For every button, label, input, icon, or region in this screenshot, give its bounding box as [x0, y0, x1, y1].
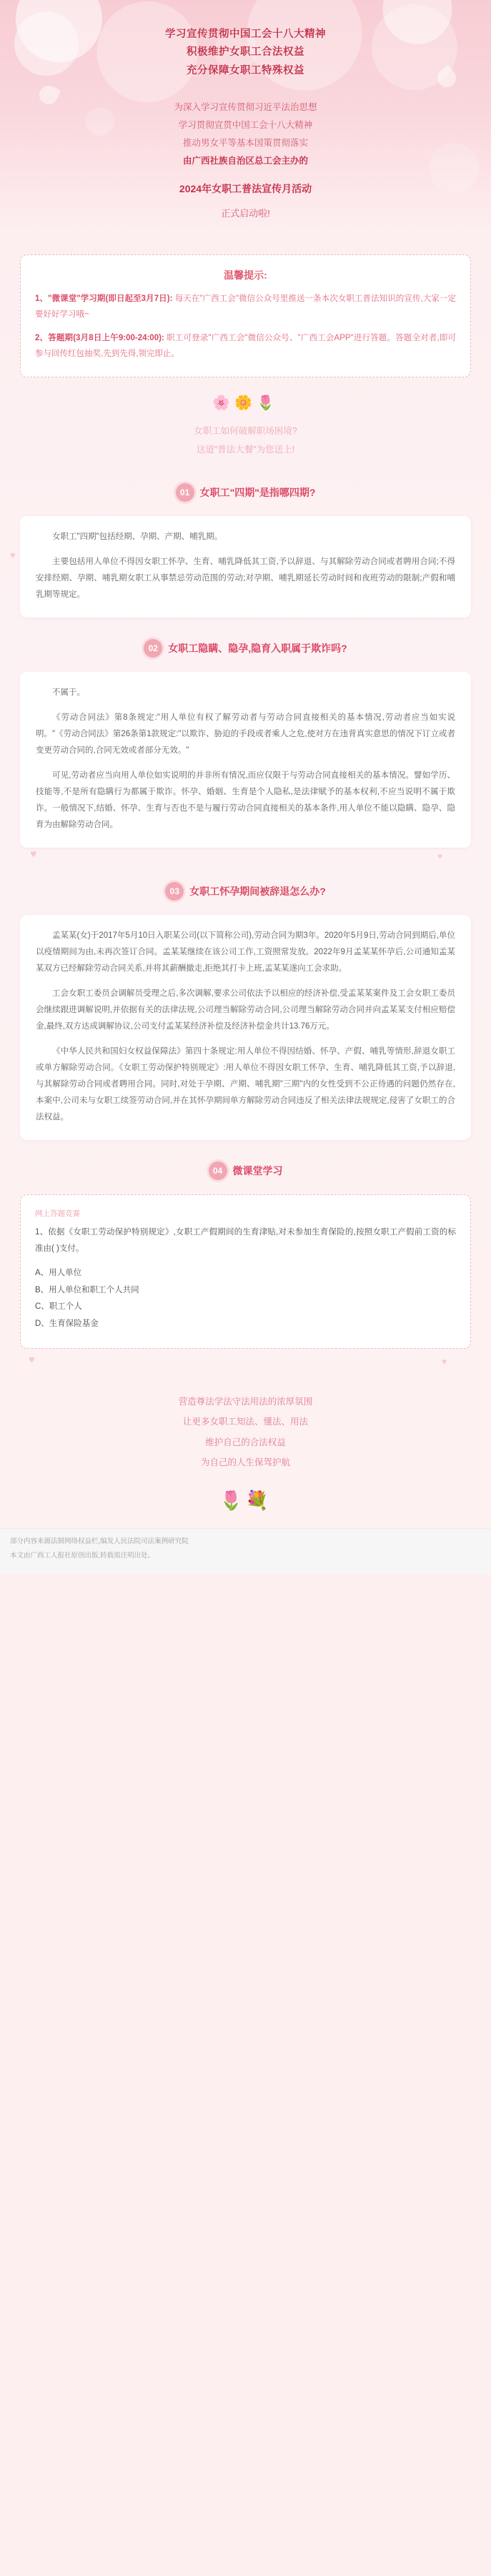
quiz-tag-label: 网上答题竞赛 [35, 1209, 80, 1219]
hero-start-text: 正式启动啦! [221, 208, 270, 219]
notice-item-text: 职工可登录"广西工会"微信公众号、"广西工会APP"进行答题。答题全对者,即可参与回传红包抽奖,先到先得,领完即止。 [35, 333, 456, 359]
lead-text [0, 415, 491, 462]
footer-line-2: 本文由广西工人报社原创出版,转载需注明出处。 [10, 1551, 155, 1560]
hero-title [0, 0, 491, 80]
question-title: 女职工怀孕期间被辞退怎么办? [189, 886, 326, 898]
hero-title-line-1: 学习宣传贯彻中国工会十八大精神 [165, 29, 326, 40]
hero-sub-line-3: 推动男女平等基本国策贯彻落实 [182, 138, 308, 149]
footer [0, 1528, 491, 1575]
question-paragraph: 《劳动合同法》第8条规定:"用人单位有权了解劳动者与劳动合同直接相关的基本情况,劳动者应当如实说明。"《劳动合同法》第26条第1款规定:"以欺诈、胁迫的手段或者乘人之危,使对方在违背真实意思的情况下订立或者变更劳动合同的,合同无效或者部分无效。" [36, 713, 455, 756]
question-paragraph: 孟某某(女)于2017年5月10日入职某公司(以下简称公司),劳动合同为期3年。2020年5月9日,劳动合同到期后,单位以疫情期间为由,未再次签订合同。孟某某继续在该公司工作,工资照常发放。2022年9月孟某某怀孕后,公司通知孟某某双方已经解除劳动合同关系,并将其薪酬撤走,拒绝其打卡上班,孟某某遂向工会求助。 [36, 931, 455, 974]
question-number-badge: 03 [165, 882, 184, 901]
question-heading-04 [0, 1140, 491, 1183]
quiz-option-a[interactable]: A、用人单位 [35, 1269, 82, 1278]
question-heading-01 [0, 462, 491, 505]
question-paragraph: 可见,劳动者应当向用人单位如实说明的并非所有情况,而应仅限于与劳动合同直接相关的基本情况。譬如学历、技能等,不是所有隐瞒行为都属于欺诈。怀孕、婚姻、生育是个人隐私,是法律赋予的基本权利,不应当说明不属于欺诈。一般情况下,结婚、怀孕、生育与否也不是与履行劳动合同直接相关的基本条件,用人单位不能以隐瞒、隐孕、隐育为由解除劳动合同。 [36, 771, 455, 830]
question-paragraph: 《中华人民共和国妇女权益保障法》第四十条规定:用人单位不得因结婚、怀孕、产假、哺乳等情形,辞退女职工或单方解除劳动合同。《女职工劳动保护特别规定》:用人单位不得因女职工怀孕、生育、哺乳降低其工资,予以辞退,与其解除劳动合同或者聘用合同。同时,对处于孕期、产期、哺乳期"三期"内的女性受到不公正待遇的问题仍然存在,本案中,公司未与女职工续签劳动合同,并在其怀孕期间单方解除劳动合同违反了相关法律法规规定,侵害了女职工的合法权益。 [36, 1047, 455, 1122]
lead-line-1: 女职工如何破解职场困境? [194, 425, 297, 436]
notice-item [35, 330, 456, 362]
question-card-02 [20, 672, 471, 848]
footer-line-1: 部分内容来源法制网络权益栏,编发人民法院司法案例研究院 [10, 1537, 189, 1545]
question-number-badge: 02 [144, 639, 162, 658]
notice-item-label: 2、答题期(3月8日上午9:00-24:00): [35, 333, 164, 342]
question-number-badge: 01 [176, 483, 194, 502]
question-paragraph: 主要包括用人单位不得因女职工怀孕、生育、哺乳降低其工资,予以辞退、与其解除劳动合同或者聘用合同;不得安排经期、孕期、哺乳期女职工从事禁忌劳动范围的劳动;对孕期、哺乳期延长劳动时间和夜班劳动的限制;产假和哺乳期等规定。 [36, 558, 455, 600]
quiz-option-b[interactable]: B、用人单位和职工个人共同 [35, 1285, 139, 1294]
closing-flowers-icon: 🌷💐 [219, 1489, 272, 1511]
question-title: 女职工隐瞒、隐孕,隐育入职属于欺诈吗? [168, 643, 347, 655]
notice-title: 温馨提示: [224, 269, 267, 281]
quiz-card [20, 1194, 471, 1349]
slogan-line-3: 维护自己的合法权益 [205, 1437, 286, 1447]
flower-divider-icon: 🌸🌼🌷 [212, 395, 279, 411]
notice-item-text: 每天在"广西工会"微信公众号里推送一条本次女职工普法知识的宣传,大家一定要好好学习哦~ [35, 294, 456, 319]
closing-slogan [0, 1367, 491, 1480]
quiz-question-text: 1、依据《女职工劳动保护特别规定》,女职工产假期间的生育津贴,对未参加生育保险的,按照女职工产假前工资的标准由( )支付。 [35, 1228, 456, 1253]
slogan-line-4: 为自己的人生保驾护航 [200, 1457, 290, 1467]
question-paragraph: 工会女职工委员会调解员受理之后,多次调解,要求公司依法予以相应的经济补偿,受孟某某案件及工会女职工委员会继续跟进调解说明,并依据有关的法律法规,公司理当解除劳动合同,公司理当解除劳动合同并向孟某某支付相应赔偿金,最终,双方达成调解协议,公司支付孟某某经济补偿及经济补偿金共计13.76万元。 [36, 989, 455, 1031]
question-paragraph: 女职工"四期"包括经期、孕期、产期、哺乳期。 [52, 532, 223, 542]
hero-banner [0, 0, 491, 236]
heart-icon: ♥ [442, 1357, 447, 1367]
lead-line-2: 这道"普法大餐"为您送上! [196, 444, 295, 455]
question-paragraph: 不属于。 [52, 688, 85, 698]
slogan-line-1: 营造尊法学法守法用法的浓厚氛围 [178, 1397, 313, 1407]
hero-sub-line-2: 学习贯彻宣贯中国工会十八大精神 [178, 120, 313, 131]
hero-sub-organizer: 由广西社族自治区总工会主办的 [182, 156, 308, 167]
notice-card [20, 254, 471, 377]
question-title: 微课堂学习 [232, 1165, 283, 1177]
question-card-03 [20, 915, 471, 1140]
notice-item-label: 1、"微课堂"学习期(即日起至3月7日): [35, 294, 173, 303]
hero-event-name: 2024年女职工普法宣传月活动 [179, 183, 312, 195]
heart-icon: ♥ [10, 550, 16, 561]
question-heading-02 [0, 618, 491, 660]
hero-subtitle [0, 99, 491, 170]
heart-icon: ♥ [29, 1354, 35, 1367]
question-card-01 [10, 516, 471, 618]
question-heading-03 [0, 861, 491, 903]
heart-icon: ♥ [30, 848, 37, 861]
quiz-option-c[interactable]: C、职工个人 [35, 1302, 82, 1312]
question-number-badge: 04 [209, 1161, 227, 1180]
quiz-option-d[interactable]: D、生育保险基金 [35, 1319, 99, 1328]
notice-item [35, 291, 456, 323]
slogan-line-2: 让更多女职工知法、懂法、用法 [182, 1417, 308, 1427]
hero-sub-line-1: 为深入学习宣传贯彻习近平法治思想 [174, 102, 317, 113]
hero-title-line-2: 积极维护女职工合法权益 [187, 46, 304, 59]
question-title: 女职工"四期"是指哪四期? [199, 487, 316, 499]
heart-icon: ♥ [437, 851, 443, 862]
hero-title-line-3: 充分保障女职工特殊权益 [187, 64, 304, 76]
